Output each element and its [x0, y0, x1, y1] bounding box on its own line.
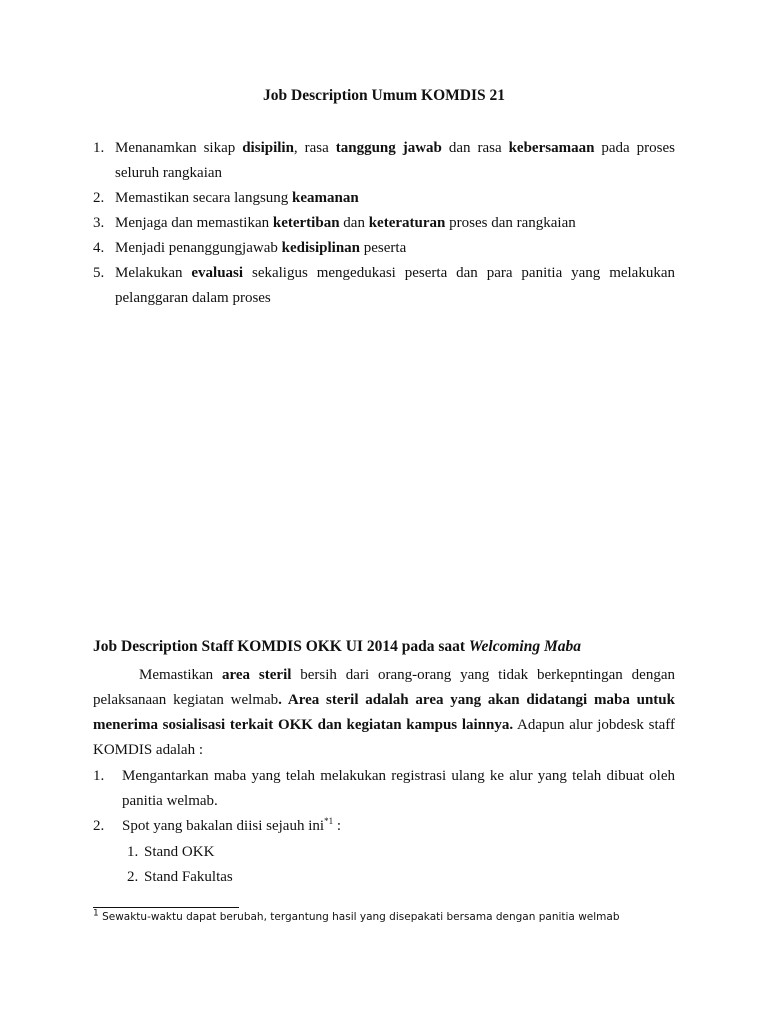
section1-list: [93, 136, 675, 311]
footnote: [93, 908, 693, 923]
list-text: Mengantarkan maba yang telah melakukan registrasi ulang ke alur yang telah dibuat oleh panitia welmab.: [122, 768, 675, 809]
list-text: Stand OKK: [144, 844, 215, 860]
section2-list: [93, 764, 675, 839]
list-text: Melakukan evaluasi sekaligus mengedukasi peserta dan para panitia yang melakukan pelanggaran dalam proses: [115, 265, 675, 306]
list-item: [93, 764, 675, 814]
footnote-reference: *1: [324, 816, 334, 826]
section2-paragraph: Memastikan area steril bersih dari orang-orang yang tidak berkepntingan dengan pelaksanaan kegiatan welmab. Area steril adalah area yang akan didatangi maba untuk menerima sosialisasi terkait OKK dan kegiatan kampus lainnya. Adapun alur jobdesk staff KOMDIS adalah :: [93, 667, 675, 758]
list-item: [93, 261, 675, 311]
list-number: 2.: [93, 818, 105, 834]
list-number: 1.: [93, 768, 105, 784]
section2-sublist: [127, 840, 427, 890]
list-item: [93, 186, 675, 211]
footnote-marker: 1: [93, 908, 99, 919]
list-item: [93, 814, 675, 839]
list-number: 1.: [93, 140, 105, 156]
list-number: 1.: [127, 844, 139, 860]
footnote-divider: [93, 907, 239, 908]
section2-title: Job Description Staff KOMDIS OKK UI 2014 pada saat Welcoming Maba: [93, 638, 581, 655]
list-text: Menjadi penanggungjawab kedisiplinan peserta: [115, 240, 407, 256]
list-number: 2.: [93, 190, 105, 206]
list-number: 2.: [127, 869, 139, 885]
section1-title: Job Description Umum KOMDIS 21: [263, 87, 505, 104]
list-text: Menanamkan sikap disipilin, rasa tanggung jawab dan rasa kebersamaan pada proses seluruh rangkaian: [115, 140, 675, 181]
list-number: 3.: [93, 215, 105, 231]
list-text: Spot yang bakalan diisi sejauh ini$^{*1}$ :: [122, 816, 341, 834]
list-text: Menjaga dan memastikan ketertiban dan keteraturan proses dan rangkaian: [115, 215, 576, 231]
list-number: 5.: [93, 265, 105, 281]
footnote-text: Sewaktu-waktu dapat berubah, tergantung hasil yang disepakati bersama dengan panitia welmab: [98, 911, 620, 923]
list-text: Memastikan secara langsung keamanan: [115, 190, 359, 206]
list-item: [93, 236, 675, 261]
list-item: [93, 211, 675, 236]
section2-title-italic: Welcoming Maba: [468, 638, 581, 655]
list-item: [93, 136, 675, 186]
list-number: 4.: [93, 240, 105, 256]
list-item: [127, 840, 427, 865]
list-item: [127, 865, 427, 890]
list-text: Stand Fakultas: [144, 869, 233, 885]
